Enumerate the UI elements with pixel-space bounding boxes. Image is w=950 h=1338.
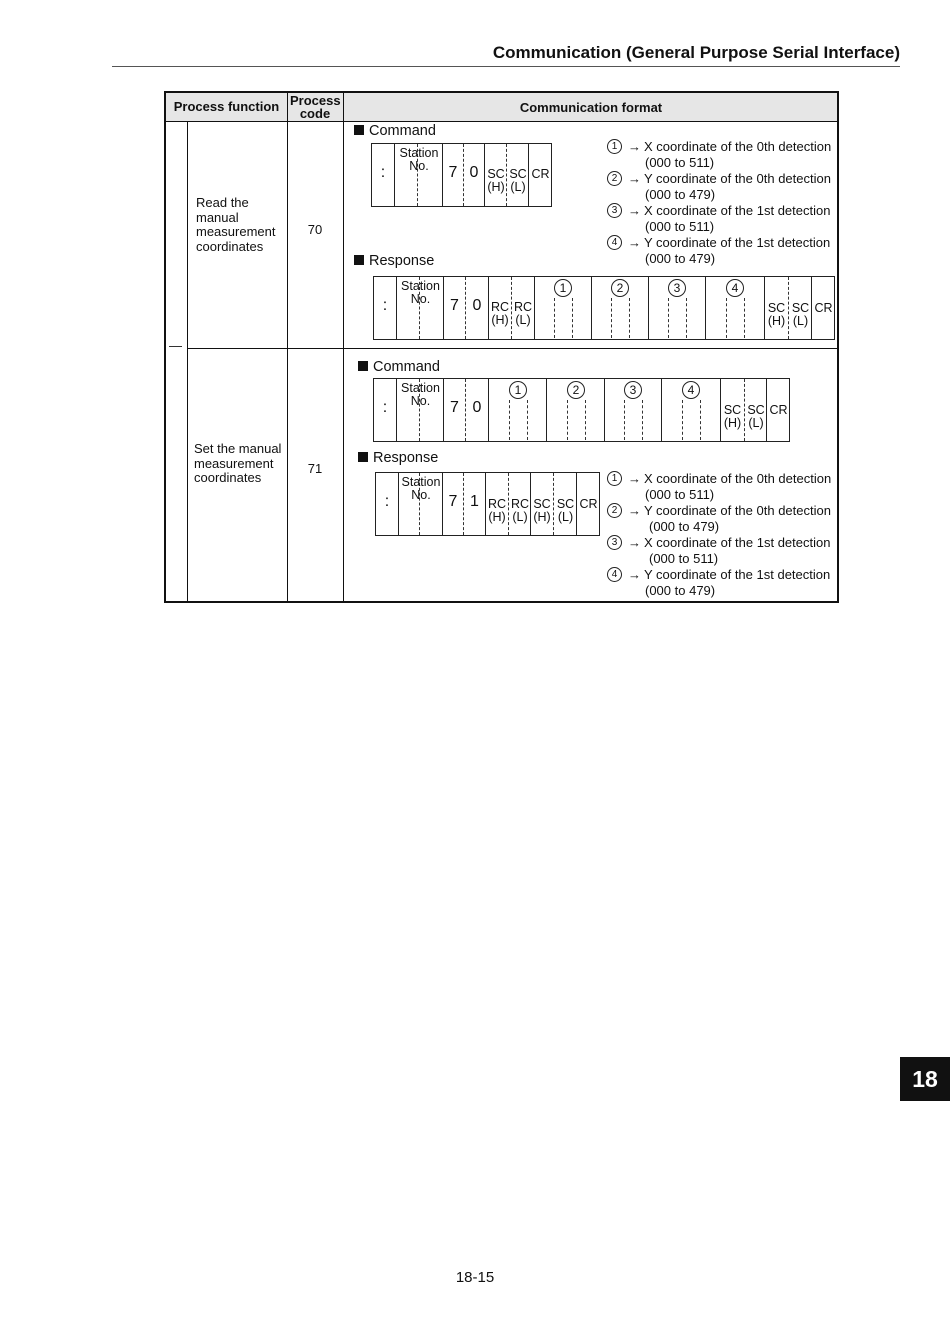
square-bullet-icon [354, 255, 364, 265]
header-communication-format: Communication format [519, 100, 663, 115]
station-no-field: Station No. [399, 146, 439, 173]
row1-process-function: Read the manual measurement coordinates [196, 195, 276, 254]
circled-3-icon: 3 [624, 381, 642, 399]
page-title: Communication (General Purpose Serial Interface) [492, 43, 900, 62]
square-bullet-icon [354, 125, 364, 135]
row1-command-frame: : Station No. 7 0 SC (H) SC (L) CR [371, 143, 552, 207]
header-divider [165, 121, 839, 122]
header-process-code: Process code [290, 93, 341, 121]
row2-process-code: 71 [307, 461, 323, 476]
row1-response-label: Response [354, 253, 434, 269]
row2-response-frame: : Station No. 7 1 RC (H) RC (L) SC (H) SC (L) CR [375, 472, 600, 536]
format-column-divider [343, 93, 344, 603]
page-number: 18-15 [455, 1269, 495, 1286]
row2-process-function: Set the manual measurement coordinates [194, 441, 282, 485]
circled-4-icon: 4 [726, 279, 744, 297]
code-column-divider [287, 93, 288, 603]
row1-command-label: Command [354, 123, 436, 139]
circled-2-icon: 2 [611, 279, 629, 297]
row-divider [187, 348, 839, 349]
row2-command-frame: : Station No. 7 0 1 2 3 4 SC (H) SC (L) CR [373, 378, 790, 442]
group-column-divider [187, 121, 188, 603]
circled-3-icon: 3 [668, 279, 686, 297]
header-process-function: Process function [173, 99, 280, 114]
circled-2-icon: 2 [567, 381, 585, 399]
square-bullet-icon [358, 452, 368, 462]
row2-command-label: Command [358, 359, 440, 375]
header-rule [112, 66, 900, 67]
circled-1-icon: 1 [554, 279, 572, 297]
chapter-tab: 18 [900, 1057, 950, 1101]
row1-process-code: 70 [307, 222, 323, 237]
group-dash: — [169, 338, 182, 353]
circled-4-icon: 4 [682, 381, 700, 399]
row2-response-label: Response [358, 450, 438, 466]
row1-response-frame: : Station No. 7 0 RC (H) RC (L) 1 2 3 4 SC (H) SC (L) CR [373, 276, 835, 340]
circled-1-icon: 1 [509, 381, 527, 399]
square-bullet-icon [358, 361, 368, 371]
